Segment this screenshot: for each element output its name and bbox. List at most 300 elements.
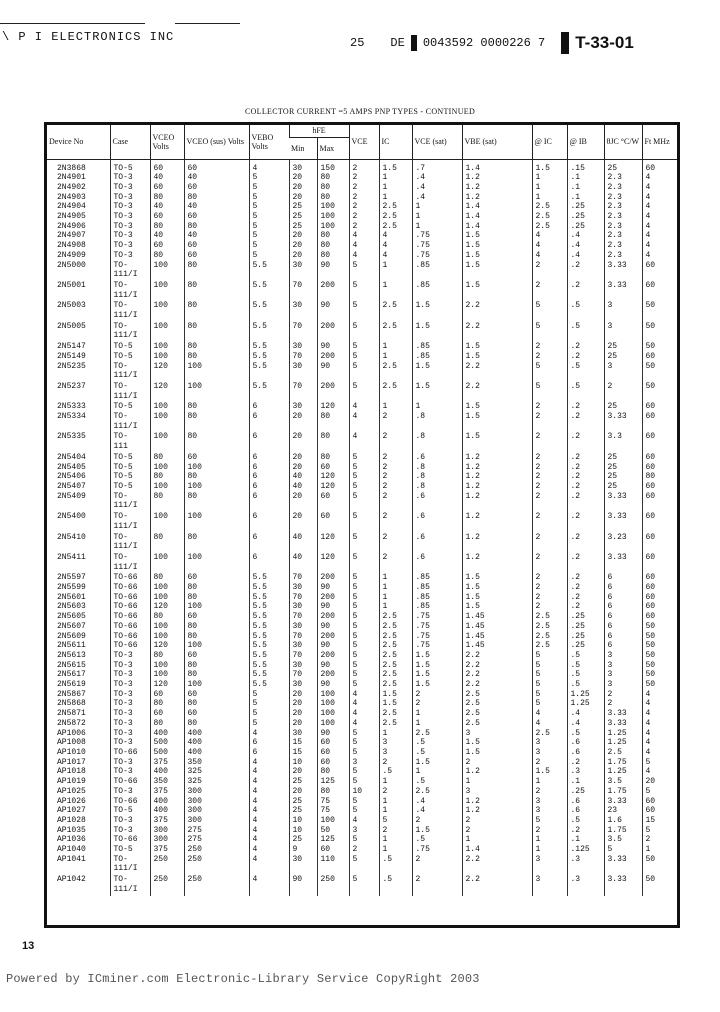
- cell-theta: 1.75: [604, 787, 642, 797]
- cell-vce: 5: [349, 806, 379, 816]
- cell-at-ic: 5: [532, 382, 567, 402]
- cell-theta: 2.3: [604, 251, 642, 261]
- cell-at-ib: .2: [567, 402, 604, 412]
- cell-ic: 4: [379, 241, 412, 251]
- cell-at-ib: .2: [567, 281, 604, 301]
- cell-vebo: 6: [249, 453, 289, 463]
- cell-device: 2N4907: [57, 231, 86, 241]
- cell-vce-sat: .6: [412, 553, 462, 573]
- cell-at-ic: 2: [532, 352, 567, 362]
- cell-hfe-max: 100: [317, 816, 349, 826]
- cell-vceo: 100: [150, 632, 184, 642]
- cell-hfe-min: 40: [289, 482, 317, 492]
- cell-hfe-max: 90: [317, 342, 349, 352]
- cell-case: TO-3: [110, 787, 150, 797]
- cell-hfe-max: 80: [317, 183, 349, 193]
- cell-at-ib: .2: [567, 573, 604, 583]
- cell-case: TO-5: [110, 159, 150, 173]
- cell-vebo: 6: [249, 472, 289, 482]
- cell-vebo: 6: [249, 553, 289, 573]
- cell-hfe-max: 120: [317, 482, 349, 492]
- cell-ic: .5: [379, 767, 412, 777]
- cell-hfe-max: 60: [317, 512, 349, 532]
- cell-hfe-max: 200: [317, 593, 349, 603]
- cell-theta: 6: [604, 622, 642, 632]
- cell-at-ic: 2: [532, 472, 567, 482]
- table-row: [47, 875, 677, 895]
- cell-vce-sat: .8: [412, 463, 462, 473]
- cell-at-ib: .25: [567, 632, 604, 642]
- header-rule: [0, 23, 145, 24]
- cell-at-ic: 3: [532, 738, 567, 748]
- cell-vebo: 5.5: [249, 680, 289, 690]
- cell-vceo-sus: 80: [184, 432, 249, 452]
- cell-hfe-max: 120: [317, 533, 349, 553]
- cell-hfe-max: 90: [317, 680, 349, 690]
- table-row: [47, 806, 677, 816]
- table-row: [47, 453, 677, 463]
- cell-device: 2N5601: [57, 592, 86, 602]
- cell-vce: 5: [349, 301, 379, 321]
- table-row: [47, 835, 677, 845]
- cell-vce: 5: [349, 835, 379, 845]
- cell-at-ic: 5: [532, 699, 567, 709]
- cell-case: TO-5: [110, 806, 150, 816]
- cell-hfe-min: 15: [289, 748, 317, 758]
- cell-ft: 60: [642, 261, 677, 281]
- cell-theta: 2: [604, 690, 642, 700]
- cell-hfe-max: 90: [317, 362, 349, 382]
- header-at-ic: @ IC: [532, 125, 567, 159]
- cell-case: TO- 111/I: [110, 553, 150, 573]
- table-row: [47, 797, 677, 807]
- cell-vbe-sat: 1.2: [462, 767, 532, 777]
- cell-ft: 50: [642, 651, 677, 661]
- cell-ft: 60: [642, 453, 677, 463]
- cell-ft: 50: [642, 875, 677, 895]
- cell-vbe-sat: 1.45: [462, 612, 532, 622]
- cell-vceo-sus: 100: [184, 680, 249, 690]
- header-case: Case: [110, 125, 150, 159]
- code-2: DE: [390, 36, 405, 50]
- cell-device: 2N5868: [57, 699, 86, 709]
- cell-ic: 1: [379, 183, 412, 193]
- cell-vbe-sat: 1.5: [462, 602, 532, 612]
- cell-vce-sat: 1.5: [412, 680, 462, 690]
- cell-vebo: 4: [249, 845, 289, 855]
- cell-vebo: 4: [249, 875, 289, 895]
- cell-theta: 2.3: [604, 231, 642, 241]
- cell-case: TO-3: [110, 193, 150, 203]
- cell-vceo: 80: [150, 251, 184, 261]
- cell-hfe-max: 80: [317, 412, 349, 432]
- cell-hfe-min: 25: [289, 797, 317, 807]
- cell-hfe-min: 20: [289, 699, 317, 709]
- cell-vceo-sus: 100: [184, 362, 249, 382]
- cell-at-ib: .4: [567, 709, 604, 719]
- cell-at-ic: 2: [532, 342, 567, 352]
- cell-vce-sat: 2: [412, 699, 462, 709]
- table-row: [47, 709, 677, 719]
- cell-vce: 2: [349, 845, 379, 855]
- cell-vceo-sus: 80: [184, 492, 249, 512]
- cell-vceo: 100: [150, 583, 184, 593]
- cell-ft: 50: [642, 680, 677, 690]
- cell-at-ib: .125: [567, 845, 604, 855]
- cell-hfe-max: 80: [317, 173, 349, 183]
- cell-at-ib: .3: [567, 875, 604, 895]
- cell-vbe-sat: 1.5: [462, 402, 532, 412]
- cell-vce: 5: [349, 651, 379, 661]
- cell-ft: 20: [642, 777, 677, 787]
- cell-theta: 3.5: [604, 777, 642, 787]
- cell-vceo-sus: 250: [184, 875, 249, 895]
- cell-theta: 1.25: [604, 767, 642, 777]
- cell-at-ib: .2: [567, 463, 604, 473]
- cell-vce-sat: .85: [412, 352, 462, 362]
- cell-ft: 4: [642, 690, 677, 700]
- cell-at-ic: 2.5: [532, 632, 567, 642]
- cell-vceo: 100: [150, 622, 184, 632]
- cell-ft: 80: [642, 472, 677, 482]
- cell-ic: 1: [379, 281, 412, 301]
- cell-vceo: 500: [150, 738, 184, 748]
- cell-vebo: 5: [249, 251, 289, 261]
- cell-vbe-sat: 1.5: [462, 593, 532, 603]
- cell-vce: 5: [349, 482, 379, 492]
- table-row: [47, 382, 677, 402]
- cell-theta: 3.33: [604, 512, 642, 532]
- cell-theta: 6: [604, 593, 642, 603]
- cell-vce: 5: [349, 362, 379, 382]
- cell-ft: 60: [642, 482, 677, 492]
- cell-hfe-max: 200: [317, 573, 349, 583]
- table-title: COLLECTOR CURRENT =5 AMPS PNP TYPES - CONTINUED: [244, 107, 476, 116]
- cell-vce: 4: [349, 402, 379, 412]
- cell-at-ib: .5: [567, 382, 604, 402]
- cell-vceo-sus: 80: [184, 699, 249, 709]
- cell-theta: 6: [604, 573, 642, 583]
- cell-case: TO-3: [110, 241, 150, 251]
- cell-vceo-sus: 80: [184, 352, 249, 362]
- cell-case: TO-3: [110, 758, 150, 768]
- cell-vce: 3: [349, 758, 379, 768]
- cell-vebo: 5: [249, 241, 289, 251]
- cell-hfe-min: 20: [289, 251, 317, 261]
- cell-vbe-sat: 1.2: [462, 492, 532, 512]
- cell-hfe-min: 20: [289, 432, 317, 452]
- cell-at-ic: 5: [532, 670, 567, 680]
- cell-vce-sat: 2: [412, 816, 462, 826]
- cell-device: AP1006: [57, 728, 86, 738]
- cell-vbe-sat: 1.2: [462, 806, 532, 816]
- cell-at-ib: .4: [567, 231, 604, 241]
- cell-vbe-sat: 1.5: [462, 251, 532, 261]
- table-row: [47, 342, 677, 352]
- cell-vce: 5: [349, 322, 379, 342]
- cell-at-ic: 5: [532, 680, 567, 690]
- cell-at-ic: 1.5: [532, 159, 567, 173]
- cell-device: 2N4904: [57, 202, 86, 212]
- cell-vce-sat: .75: [412, 632, 462, 642]
- cell-vceo: 375: [150, 845, 184, 855]
- cell-at-ic: 1: [532, 193, 567, 203]
- cell-ic: 3: [379, 748, 412, 758]
- cell-vceo: 80: [150, 472, 184, 482]
- cell-case: TO-3: [110, 661, 150, 671]
- company-name: \ P I ELECTRONICS INC: [2, 30, 175, 44]
- cell-vbe-sat: 1.2: [462, 512, 532, 532]
- cell-hfe-max: 200: [317, 382, 349, 402]
- cell-ic: 2.5: [379, 670, 412, 680]
- cell-at-ic: 2: [532, 412, 567, 432]
- cell-vce-sat: .4: [412, 173, 462, 183]
- cell-device: 2N5599: [57, 583, 86, 593]
- cell-hfe-max: 100: [317, 699, 349, 709]
- table-row: [47, 322, 677, 342]
- cell-theta: 3.3: [604, 432, 642, 452]
- cell-at-ib: .1: [567, 835, 604, 845]
- header-vbe-sat: VBE (sat): [462, 125, 532, 159]
- cell-hfe-min: 20: [289, 690, 317, 700]
- cell-vbe-sat: 1.5: [462, 738, 532, 748]
- cell-vce: 4: [349, 231, 379, 241]
- cell-vce: 4: [349, 432, 379, 452]
- cell-ft: 4: [642, 738, 677, 748]
- cell-vceo: 80: [150, 193, 184, 203]
- cell-vce: 2: [349, 222, 379, 232]
- cell-at-ic: 2.5: [532, 622, 567, 632]
- cell-ft: 60: [642, 583, 677, 593]
- cell-vce: 4: [349, 251, 379, 261]
- cell-vce-sat: .85: [412, 593, 462, 603]
- cell-vce: 4: [349, 412, 379, 432]
- cell-device: 2N4906: [57, 221, 86, 231]
- cell-at-ic: 2: [532, 553, 567, 573]
- cell-hfe-min: 30: [289, 342, 317, 352]
- cell-vebo: 6: [249, 402, 289, 412]
- cell-at-ib: .2: [567, 758, 604, 768]
- cell-vceo: 400: [150, 797, 184, 807]
- cell-hfe-min: 25: [289, 835, 317, 845]
- cell-vceo: 60: [150, 212, 184, 222]
- cell-vbe-sat: 3: [462, 787, 532, 797]
- cell-theta: 25: [604, 482, 642, 492]
- cell-vce-sat: 1.5: [412, 651, 462, 661]
- cell-hfe-max: 200: [317, 322, 349, 342]
- header-ic: IC: [379, 125, 412, 159]
- cell-at-ic: 5: [532, 651, 567, 661]
- cell-vceo: 250: [150, 875, 184, 895]
- cell-case: TO-3: [110, 738, 150, 748]
- cell-hfe-max: 80: [317, 193, 349, 203]
- cell-ft: 60: [642, 492, 677, 512]
- cell-ic: 2.5: [379, 362, 412, 382]
- cell-vce: 5: [349, 512, 379, 532]
- header-vceo-sus: VCEO (sus) Volts: [184, 125, 249, 159]
- cell-vce-sat: 2: [412, 875, 462, 895]
- cell-theta: 1.25: [604, 738, 642, 748]
- cell-vce: 10: [349, 787, 379, 797]
- cell-vce-sat: .8: [412, 472, 462, 482]
- cell-vbe-sat: 1.2: [462, 183, 532, 193]
- cell-hfe-max: 80: [317, 767, 349, 777]
- cell-vceo-sus: 300: [184, 797, 249, 807]
- cell-vbe-sat: 1.5: [462, 281, 532, 301]
- cell-device: 2N5611: [57, 641, 86, 651]
- cell-at-ic: 1: [532, 173, 567, 183]
- table-row: [47, 612, 677, 622]
- cell-vce-sat: .5: [412, 835, 462, 845]
- cell-hfe-min: 20: [289, 512, 317, 532]
- table-row: [47, 222, 677, 232]
- cell-hfe-min: 25: [289, 212, 317, 222]
- cell-vceo-sus: 80: [184, 402, 249, 412]
- cell-theta: 25: [604, 472, 642, 482]
- cell-vebo: 5.5: [249, 612, 289, 622]
- cell-vebo: 4: [249, 855, 289, 875]
- cell-vce-sat: .85: [412, 261, 462, 281]
- cell-at-ic: 3: [532, 875, 567, 895]
- cell-device: 2N5237: [57, 381, 86, 391]
- cell-vceo-sus: 80: [184, 622, 249, 632]
- cell-device: 2N5005: [57, 321, 86, 331]
- table-row: [47, 777, 677, 787]
- cell-hfe-max: 80: [317, 432, 349, 452]
- cell-ft: 50: [642, 362, 677, 382]
- cell-ic: 2: [379, 512, 412, 532]
- cell-theta: 6: [604, 583, 642, 593]
- cell-device: 2N5871: [57, 709, 86, 719]
- cell-device: 2N5334: [57, 412, 86, 422]
- cell-ft: 60: [642, 797, 677, 807]
- header-theta: θJC °C/W: [604, 125, 642, 159]
- cell-vbe-sat: 1.4: [462, 202, 532, 212]
- cell-vceo-sus: 100: [184, 641, 249, 651]
- cell-ic: 1.5: [379, 159, 412, 173]
- cell-at-ib: .1: [567, 193, 604, 203]
- cell-ft: 50: [642, 632, 677, 642]
- table-row: [47, 670, 677, 680]
- cell-device: 2N5605: [57, 612, 86, 622]
- cell-theta: 23: [604, 806, 642, 816]
- cell-hfe-max: 60: [317, 758, 349, 768]
- cell-vebo: 5: [249, 212, 289, 222]
- cell-vce: 5: [349, 553, 379, 573]
- cell-hfe-max: 100: [317, 222, 349, 232]
- cell-vceo: 100: [150, 553, 184, 573]
- cell-vce-sat: .4: [412, 806, 462, 816]
- cell-vceo: 80: [150, 699, 184, 709]
- cell-vceo: 100: [150, 412, 184, 432]
- cell-hfe-max: 90: [317, 261, 349, 281]
- cell-theta: 25: [604, 453, 642, 463]
- cell-device: AP1010: [57, 747, 86, 757]
- cell-vebo: 5: [249, 183, 289, 193]
- cell-theta: 2.3: [604, 222, 642, 232]
- cell-device: AP1008: [57, 738, 86, 748]
- table-row: [47, 826, 677, 836]
- table-row: [47, 241, 677, 251]
- cell-ic: 1: [379, 593, 412, 603]
- cell-hfe-min: 30: [289, 362, 317, 382]
- cell-hfe-max: 125: [317, 835, 349, 845]
- cell-device: 2N3868: [57, 163, 86, 173]
- cell-ft: 50: [642, 855, 677, 875]
- cell-hfe-max: 60: [317, 748, 349, 758]
- cell-case: TO-66: [110, 835, 150, 845]
- cell-vbe-sat: 1.5: [462, 748, 532, 758]
- cell-hfe-max: 90: [317, 661, 349, 671]
- cell-at-ib: .2: [567, 482, 604, 492]
- cell-device: 2N5407: [57, 482, 86, 491]
- cell-vceo-sus: 350: [184, 758, 249, 768]
- cell-at-ic: 3: [532, 797, 567, 807]
- cell-hfe-min: 30: [289, 402, 317, 412]
- cell-at-ic: 2.5: [532, 641, 567, 651]
- cell-at-ic: 3: [532, 855, 567, 875]
- cell-hfe-max: 50: [317, 826, 349, 836]
- cell-at-ic: 3: [532, 748, 567, 758]
- cell-hfe-max: 200: [317, 352, 349, 362]
- cell-vbe-sat: 2.5: [462, 709, 532, 719]
- cell-hfe-max: 90: [317, 622, 349, 632]
- cell-theta: 5: [604, 845, 642, 855]
- cell-vceo: 250: [150, 855, 184, 875]
- cell-vceo: 100: [150, 482, 184, 492]
- cell-vceo: 300: [150, 835, 184, 845]
- cell-vceo: 375: [150, 787, 184, 797]
- cell-ft: 60: [642, 573, 677, 583]
- cell-device: AP1026: [57, 796, 86, 806]
- cell-ic: 2.5: [379, 641, 412, 651]
- cell-hfe-min: 20: [289, 492, 317, 512]
- cell-hfe-max: 200: [317, 651, 349, 661]
- cell-vce-sat: .75: [412, 612, 462, 622]
- table-row: [47, 767, 677, 777]
- cell-theta: 25: [604, 352, 642, 362]
- cell-vbe-sat: 2.2: [462, 661, 532, 671]
- cell-vebo: 6: [249, 492, 289, 512]
- table-row: [47, 472, 677, 482]
- cell-hfe-max: 250: [317, 875, 349, 895]
- cell-case: TO-3: [110, 729, 150, 739]
- cell-at-ib: .1: [567, 183, 604, 193]
- cell-case: TO- 111/I: [110, 875, 150, 895]
- cell-at-ic: 2: [532, 432, 567, 452]
- cell-hfe-min: 30: [289, 729, 317, 739]
- table-row: [47, 261, 677, 281]
- cell-device: 2N5147: [57, 342, 86, 352]
- cell-hfe-min: 30: [289, 583, 317, 593]
- cell-vce: 5: [349, 342, 379, 352]
- cell-ic: 1: [379, 797, 412, 807]
- cell-hfe-min: 70: [289, 612, 317, 622]
- cell-vebo: 5.5: [249, 261, 289, 281]
- cell-vceo-sus: 60: [184, 709, 249, 719]
- cell-theta: 3.33: [604, 412, 642, 432]
- table-row: [47, 816, 677, 826]
- cell-ic: 2.5: [379, 202, 412, 212]
- cell-vceo: 400: [150, 767, 184, 777]
- cell-case: TO-66: [110, 602, 150, 612]
- cell-at-ib: .2: [567, 432, 604, 452]
- table-body: [47, 159, 677, 896]
- cell-vce: 5: [349, 583, 379, 593]
- cell-at-ib: .25: [567, 612, 604, 622]
- cell-vce: 5: [349, 748, 379, 758]
- cell-vbe-sat: 2.2: [462, 651, 532, 661]
